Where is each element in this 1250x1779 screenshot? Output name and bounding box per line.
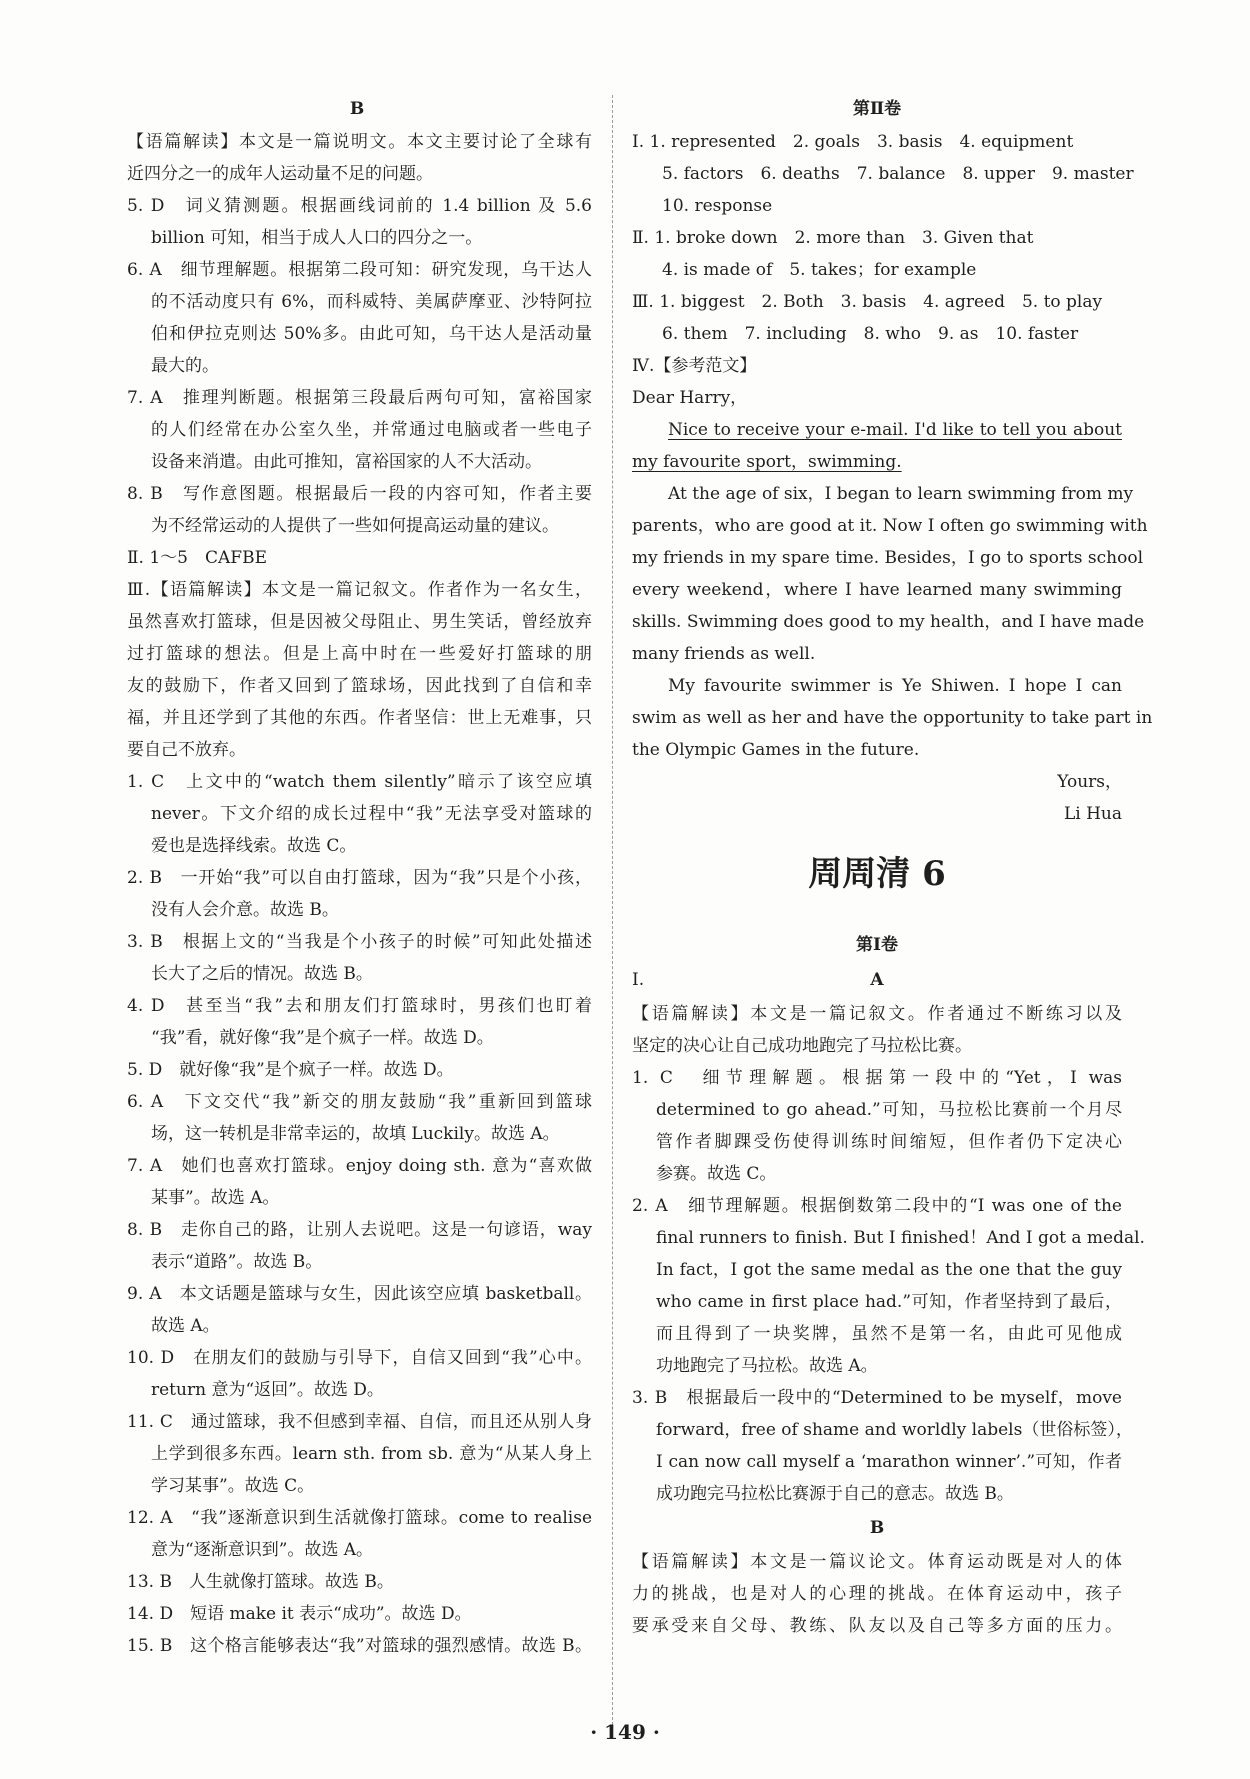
- text-line: 要自己不放弃。: [127, 740, 246, 760]
- text-line: 意为“逐渐意识到”。故选 A。: [151, 1540, 374, 1560]
- text-line: every weekend，where I have learned many swimming: [632, 580, 1122, 600]
- text-line: 参赛。故选 C。: [656, 1164, 777, 1184]
- text-line: swim as well as her and have the opportunity to take part in: [632, 708, 1153, 728]
- text-line: many friends as well.: [632, 644, 816, 664]
- text-line: 6. them 7. including 8. who 9. as 10. faster: [662, 324, 1079, 344]
- text-line: 15. B 这个格言能够表达“我”对篮球的强烈感情。故选 B。: [127, 1636, 592, 1656]
- text-line: 8. B 走你自己的路，让别人去说吧。这是一句谚语，way: [127, 1220, 592, 1240]
- text-line: 最大的。: [151, 356, 219, 376]
- text-line: 某事”。故选 A。: [151, 1188, 280, 1208]
- text-line: Ⅲ. 1. biggest 2. Both 3. basis 4. agreed 5. to play: [632, 292, 1103, 312]
- text-line: 3. B 根据上文的“当我是个小孩子的时候”可知此处描述: [127, 932, 592, 952]
- text-line: 管作者脚踝受伤使得训练时间缩短，但作者仍下定决心: [656, 1132, 1122, 1152]
- text-line: 12. A “我”逐渐意识到生活就像打篮球。come to realise: [127, 1508, 592, 1528]
- text-line: 故选 A。: [151, 1316, 220, 1336]
- text-line: 9. A 本文话题是篮球与女生，因此该空应填 basketball。: [127, 1284, 592, 1304]
- text-line: 11. C 通过篮球，我不但感到幸福、自信，而且还从别人身: [127, 1412, 592, 1432]
- text-line: 第Ⅱ卷: [852, 99, 902, 119]
- text-line: final runners to finish. But I finished！And I got a medal.: [656, 1228, 1145, 1248]
- text-line: Ⅱ. 1～5 CAFBE: [127, 548, 267, 568]
- page-number: · 149 ·: [590, 1720, 660, 1744]
- text-line: 10. response: [662, 196, 773, 216]
- text-line: 6. A 下文交代“我”新交的朋友鼓励“我”重新回到篮球: [127, 1092, 592, 1112]
- text-line: 14. D 短语 make it 表示“成功”。故选 D。: [127, 1604, 472, 1624]
- text-line: skills. Swimming does good to my health，and I have made: [632, 612, 1145, 632]
- text-line: 表示“道路”。故选 B。: [151, 1252, 323, 1272]
- text-line: 4. D 甚至当“我”去和朋友们打篮球时，男孩们也盯着: [127, 996, 592, 1016]
- text-line: 友的鼓励下，作者又回到了篮球场，因此找到了自信和幸: [127, 676, 592, 696]
- text-line: 要承受来自父母、教练、队友以及自己等多方面的压力。: [632, 1616, 1122, 1636]
- text-line: 坚定的决心让自己成功地跑完了马拉松比赛。: [632, 1036, 972, 1056]
- text-line: 【语篇解读】本文是一篇记叙文。作者通过不断练习以及: [632, 1004, 1122, 1024]
- text-line: 5. D 就好像“我”是个疯子一样。故选 D。: [127, 1060, 454, 1080]
- text-line: My favourite swimmer is Ye Shiwen. I hope I can: [668, 676, 1122, 696]
- text-line: 成功跑完马拉松比赛源于自己的意志。故选 B。: [656, 1484, 1014, 1504]
- text-line: 7. A 推理判断题。根据第三段最后两句可知，富裕国家: [127, 388, 592, 408]
- text-line: Nice to receive your e-mail. I'd like to tell you about: [668, 420, 1122, 440]
- text-line: 第Ⅰ卷: [856, 935, 898, 955]
- text-line: 爱也是选择线索。故选 C。: [151, 836, 357, 856]
- text-line: Ⅳ.【参考范文】: [632, 356, 757, 376]
- text-line: 而且得到了一块奖牌，虽然不是第一名，由此可见他成: [656, 1324, 1122, 1344]
- text-line: 7. A 她们也喜欢打篮球。enjoy doing sth. 意为“喜欢做: [127, 1156, 592, 1176]
- text-line: 1. C 上文中的“watch them silently”暗示了该空应填: [127, 772, 592, 792]
- text-line: 3. B 根据最后一段中的“Determined to be myself，move: [632, 1388, 1122, 1408]
- text-line: 上学到很多东西。learn sth. from sb. 意为“从某人身上: [151, 1444, 592, 1464]
- text-line: “我”看，就好像“我”是个疯子一样。故选 D。: [151, 1028, 494, 1048]
- text-line: 【语篇解读】本文是一篇说明文。本文主要讨论了全球有: [127, 132, 592, 152]
- text-line: Li Hua: [1063, 804, 1122, 824]
- text-line: Ⅲ.【语篇解读】本文是一篇记叙文。作者作为一名女生，: [127, 580, 592, 600]
- text-line: I can now call myself a ‘marathon winner’.”可知，作者: [656, 1452, 1122, 1472]
- text-line: Ⅰ.: [632, 970, 645, 990]
- text-line: 的不活动度只有 6%，而科威特、美属萨摩亚、沙特阿拉: [151, 292, 592, 312]
- text-line: 【语篇解读】本文是一篇议论文。体育运动既是对人的体: [632, 1552, 1122, 1572]
- text-line: who came in first place had.”可知，作者坚持到了最后，: [656, 1292, 1122, 1312]
- text-line: 设备来消遣。由此可推知，富裕国家的人不大活动。: [151, 452, 542, 472]
- text-line: 1. C 细节理解题。根据第一段中的“Yet，I was: [632, 1068, 1122, 1088]
- text-line: 13. B 人生就像打篮球。故选 B。: [127, 1572, 394, 1592]
- text-line: parents，who are good at it. Now I often go swimming with: [632, 516, 1148, 536]
- column-divider: [612, 95, 613, 1730]
- text-line: 5. factors 6. deaths 7. balance 8. upper 9. master: [662, 164, 1134, 184]
- text-line: At the age of six，I began to learn swimming from my: [668, 484, 1134, 504]
- text-line: Dear Harry，: [632, 388, 748, 408]
- text-line: 6. A 细节理解题。根据第二段可知：研究发现，乌干达人: [127, 260, 592, 280]
- text-line: 没有人会介意。故选 B。: [151, 900, 339, 920]
- text-line: billion 可知，相当于成人人口的四分之一。: [151, 228, 483, 248]
- text-line: 功地跑完了马拉松。故选 A。: [656, 1356, 878, 1376]
- text-line: 2. A 细节理解题。根据倒数第二段中的“I was one of the: [632, 1196, 1122, 1216]
- text-line: 长大了之后的情况。故选 B。: [151, 964, 373, 984]
- text-line: A: [870, 970, 884, 990]
- text-line: Ⅱ. 1. broke down 2. more than 3. Given that: [632, 228, 1034, 248]
- text-line: B: [349, 99, 365, 119]
- text-line: 过打篮球的想法。但是上高中时在一些爱好打篮球的朋: [127, 644, 592, 664]
- text-line: 场，这一转机是非常幸运的，故填 Luckily。故选 A。: [151, 1124, 560, 1144]
- text-line: my friends in my spare time. Besides，I go to sports school: [632, 548, 1144, 568]
- section-title: 周周清 6: [808, 854, 946, 894]
- text-line: 虽然喜欢打篮球，但是因被父母阻止、男生笑话，曾经放弃: [127, 612, 592, 632]
- text-line: 福，并且还学到了其他的东西。作者坚信：世上无难事，只: [127, 708, 592, 728]
- text-line: 学习某事”。故选 C。: [151, 1476, 315, 1496]
- text-line: 4. is made of 5. takes；for example: [662, 260, 977, 280]
- text-line: 伯和伊拉克则达 50%多。由此可知，乌干达人是活动量: [151, 324, 592, 344]
- text-line: Yours，: [1057, 772, 1122, 792]
- text-line: 力的挑战，也是对人的心理的挑战。在体育运动中，孩子: [632, 1584, 1122, 1604]
- text-line: 的人们经常在办公室久坐，并常通过电脑或者一些电子: [151, 420, 592, 440]
- text-line: 近四分之一的成年人运动量不足的问题。: [127, 164, 433, 184]
- text-line: 10. D 在朋友们的鼓励与引导下，自信又回到“我”心中。: [127, 1348, 592, 1368]
- text-line: Ⅰ. 1. represented 2. goals 3. basis 4. equipment: [632, 132, 1074, 152]
- text-line: never。下文介绍的成长过程中“我”无法享受对篮球的: [151, 804, 592, 824]
- text-line: determined to go ahead.”可知，马拉松比赛前一个月尽: [656, 1100, 1122, 1120]
- text-line: forward，free of shame and worldly labels（世俗标签），: [656, 1420, 1133, 1440]
- text-line: In fact，I got the same medal as the one that the guy: [656, 1260, 1122, 1280]
- text-line: return 意为“返回”。故选 D。: [151, 1380, 384, 1400]
- text-line: 5. D 词义猜测题。根据画线词前的 1.4 billion 及 5.6: [127, 196, 592, 216]
- text-line: 8. B 写作意图题。根据最后一段的内容可知，作者主要: [127, 484, 592, 504]
- text-line: B: [869, 1518, 885, 1538]
- text-line: the Olympic Games in the future.: [632, 740, 920, 760]
- text-line: 2. B 一开始“我”可以自由打篮球，因为“我”只是个小孩，: [127, 868, 592, 888]
- text-line: 为不经常运动的人提供了一些如何提高运动量的建议。: [151, 516, 559, 536]
- text-line: my favourite sport，swimming.: [632, 452, 902, 472]
